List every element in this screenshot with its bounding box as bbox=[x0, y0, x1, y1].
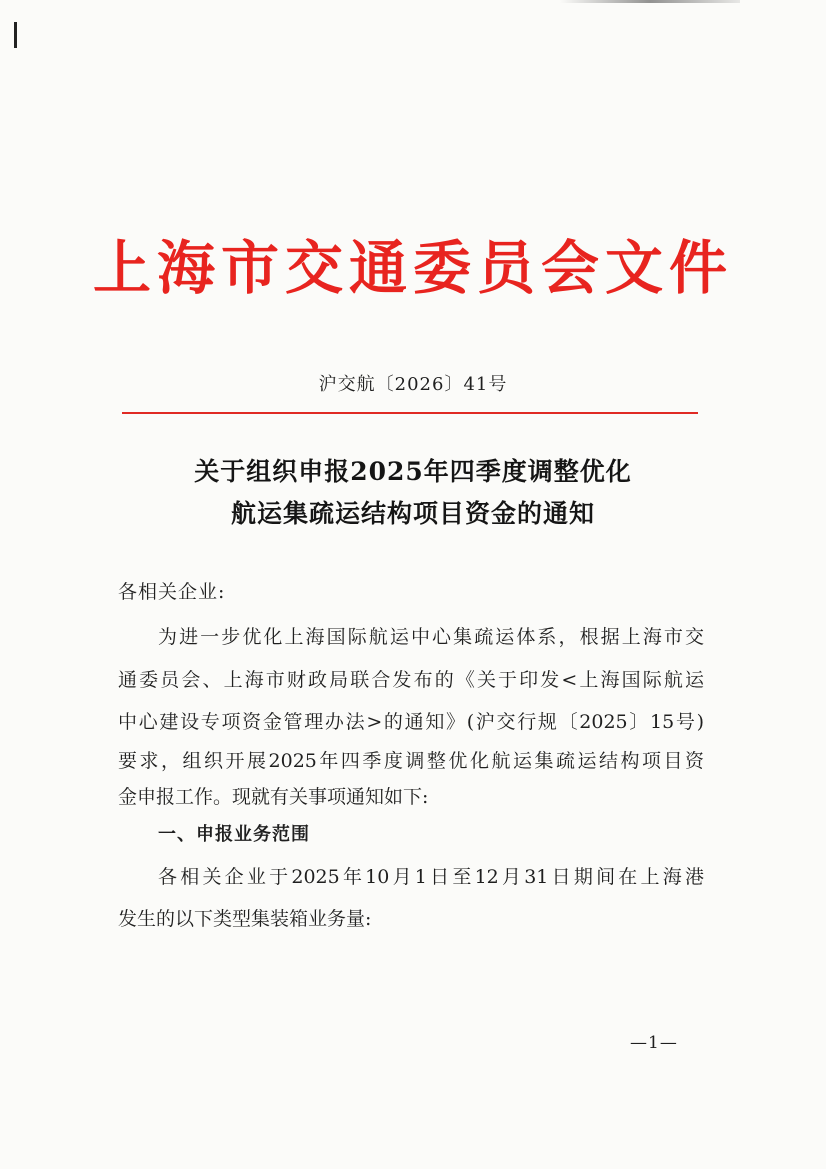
page-number: —1— bbox=[630, 1033, 678, 1053]
paragraph-1-line-2: 通委员会、上海市财政局联合发布的《关于印发<上海国际航运 bbox=[118, 669, 704, 691]
document-title-line-2: 航运集疏运结构项目资金的通知 bbox=[230, 499, 595, 528]
paragraph-1-line-4: 要求，组织开展2025年四季度调整优化航运集疏运结构项目资 bbox=[118, 750, 704, 772]
paragraph-1-line-3: 中心建设专项资金管理办法>的通知》(沪交行规〔2025〕15号) bbox=[118, 711, 704, 733]
paragraph-2-line-1: 各相关企业于2025年10月1日至12月31日期间在上海港 bbox=[158, 866, 704, 888]
paragraph-1-line-5: 金申报工作。现就有关事项通知如下: bbox=[118, 786, 429, 808]
paragraph-2-line-2: 发生的以下类型集装箱业务量: bbox=[118, 908, 372, 930]
red-divider-rule bbox=[122, 412, 698, 414]
section-1-heading: 一、申报业务范围 bbox=[158, 824, 310, 845]
scan-artifact-left-mark bbox=[14, 22, 17, 48]
paragraph-1-line-1: 为进一步优化上海国际航运中心集疏运体系，根据上海市交 bbox=[158, 626, 704, 648]
scan-artifact-top-line bbox=[560, 0, 740, 3]
issuer-header-title: 上海市交通委员会文件 bbox=[92, 234, 733, 302]
document-title-line-1: 关于组织申报2025年四季度调整优化 bbox=[194, 457, 632, 486]
document-number: 沪交航〔2026〕41号 bbox=[318, 374, 508, 395]
addressee: 各相关企业: bbox=[118, 581, 226, 603]
